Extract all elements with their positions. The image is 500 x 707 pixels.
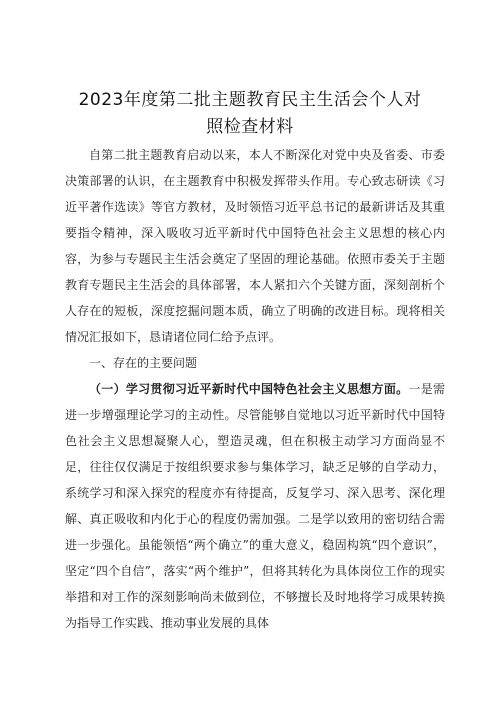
section-heading-problems: 一、存在的主要问题 bbox=[89, 356, 198, 370]
subsection-body-theory-study: 一是需进一步增强理论学习的主动性。尽管能够自觉地以习近平新时代中国特色社会主义思想凝聚人心，塑造灵魂，但在积极主动学习方面尚显不足，往往仅仅满足于按组织要求参与集体学习，缺乏足够的自学动力，系统学习和深入探究的程度亦有待提高，反复学习、深入思考、深化理解、真正吸收和内化于心的程度仍需加强。二是学以致用的密切结合需进一步强化。虽能领悟“两个确立”的重大意义，稳固构筑“四个意识”，坚定“四个自信”，落实“两个维护”，但将其转化为具体岗位工作的现实举措和对工作的深刻影响尚未做到位，不够擅长及时地将学习成果转换为指导工作实践、推动事业发展的具体 bbox=[65, 382, 445, 630]
document-body bbox=[65, 142, 445, 636]
document-title-line-2: 照检查材料 bbox=[206, 117, 294, 137]
subsection-paragraph-theory-study bbox=[65, 376, 445, 636]
document-title-line-1: 2023年度第二批主题教育民主生活会个人对 bbox=[78, 90, 422, 110]
subsection-heading-theory-study: （一）学习贯彻习近平新时代中国特色社会主义思想方面。 bbox=[89, 382, 409, 396]
intro-paragraph: 自第二批主题教育启动以来，本人不断深化对党中央及省委、市委决策部署的认识，在主题教育中积极发挥带头作用。专心致志研读《习近平著作选读》等官方教材，及时领悟习近平总书记的最新讲话及其重要指令精神，深入吸收习近平新时代中国特色社会主义思想的核心内容，为参与专题民主生活会奠定了坚固的理论基础。依照市委关于主题教育专题民主生活会的具体部署，本人紧扣六个关键方面，深刻剖析个人存在的短板，深度挖掘问题本质，确立了明确的改进目标。现将相关情况汇报如下，恳请诸位同仁给予点评。 bbox=[65, 148, 445, 344]
